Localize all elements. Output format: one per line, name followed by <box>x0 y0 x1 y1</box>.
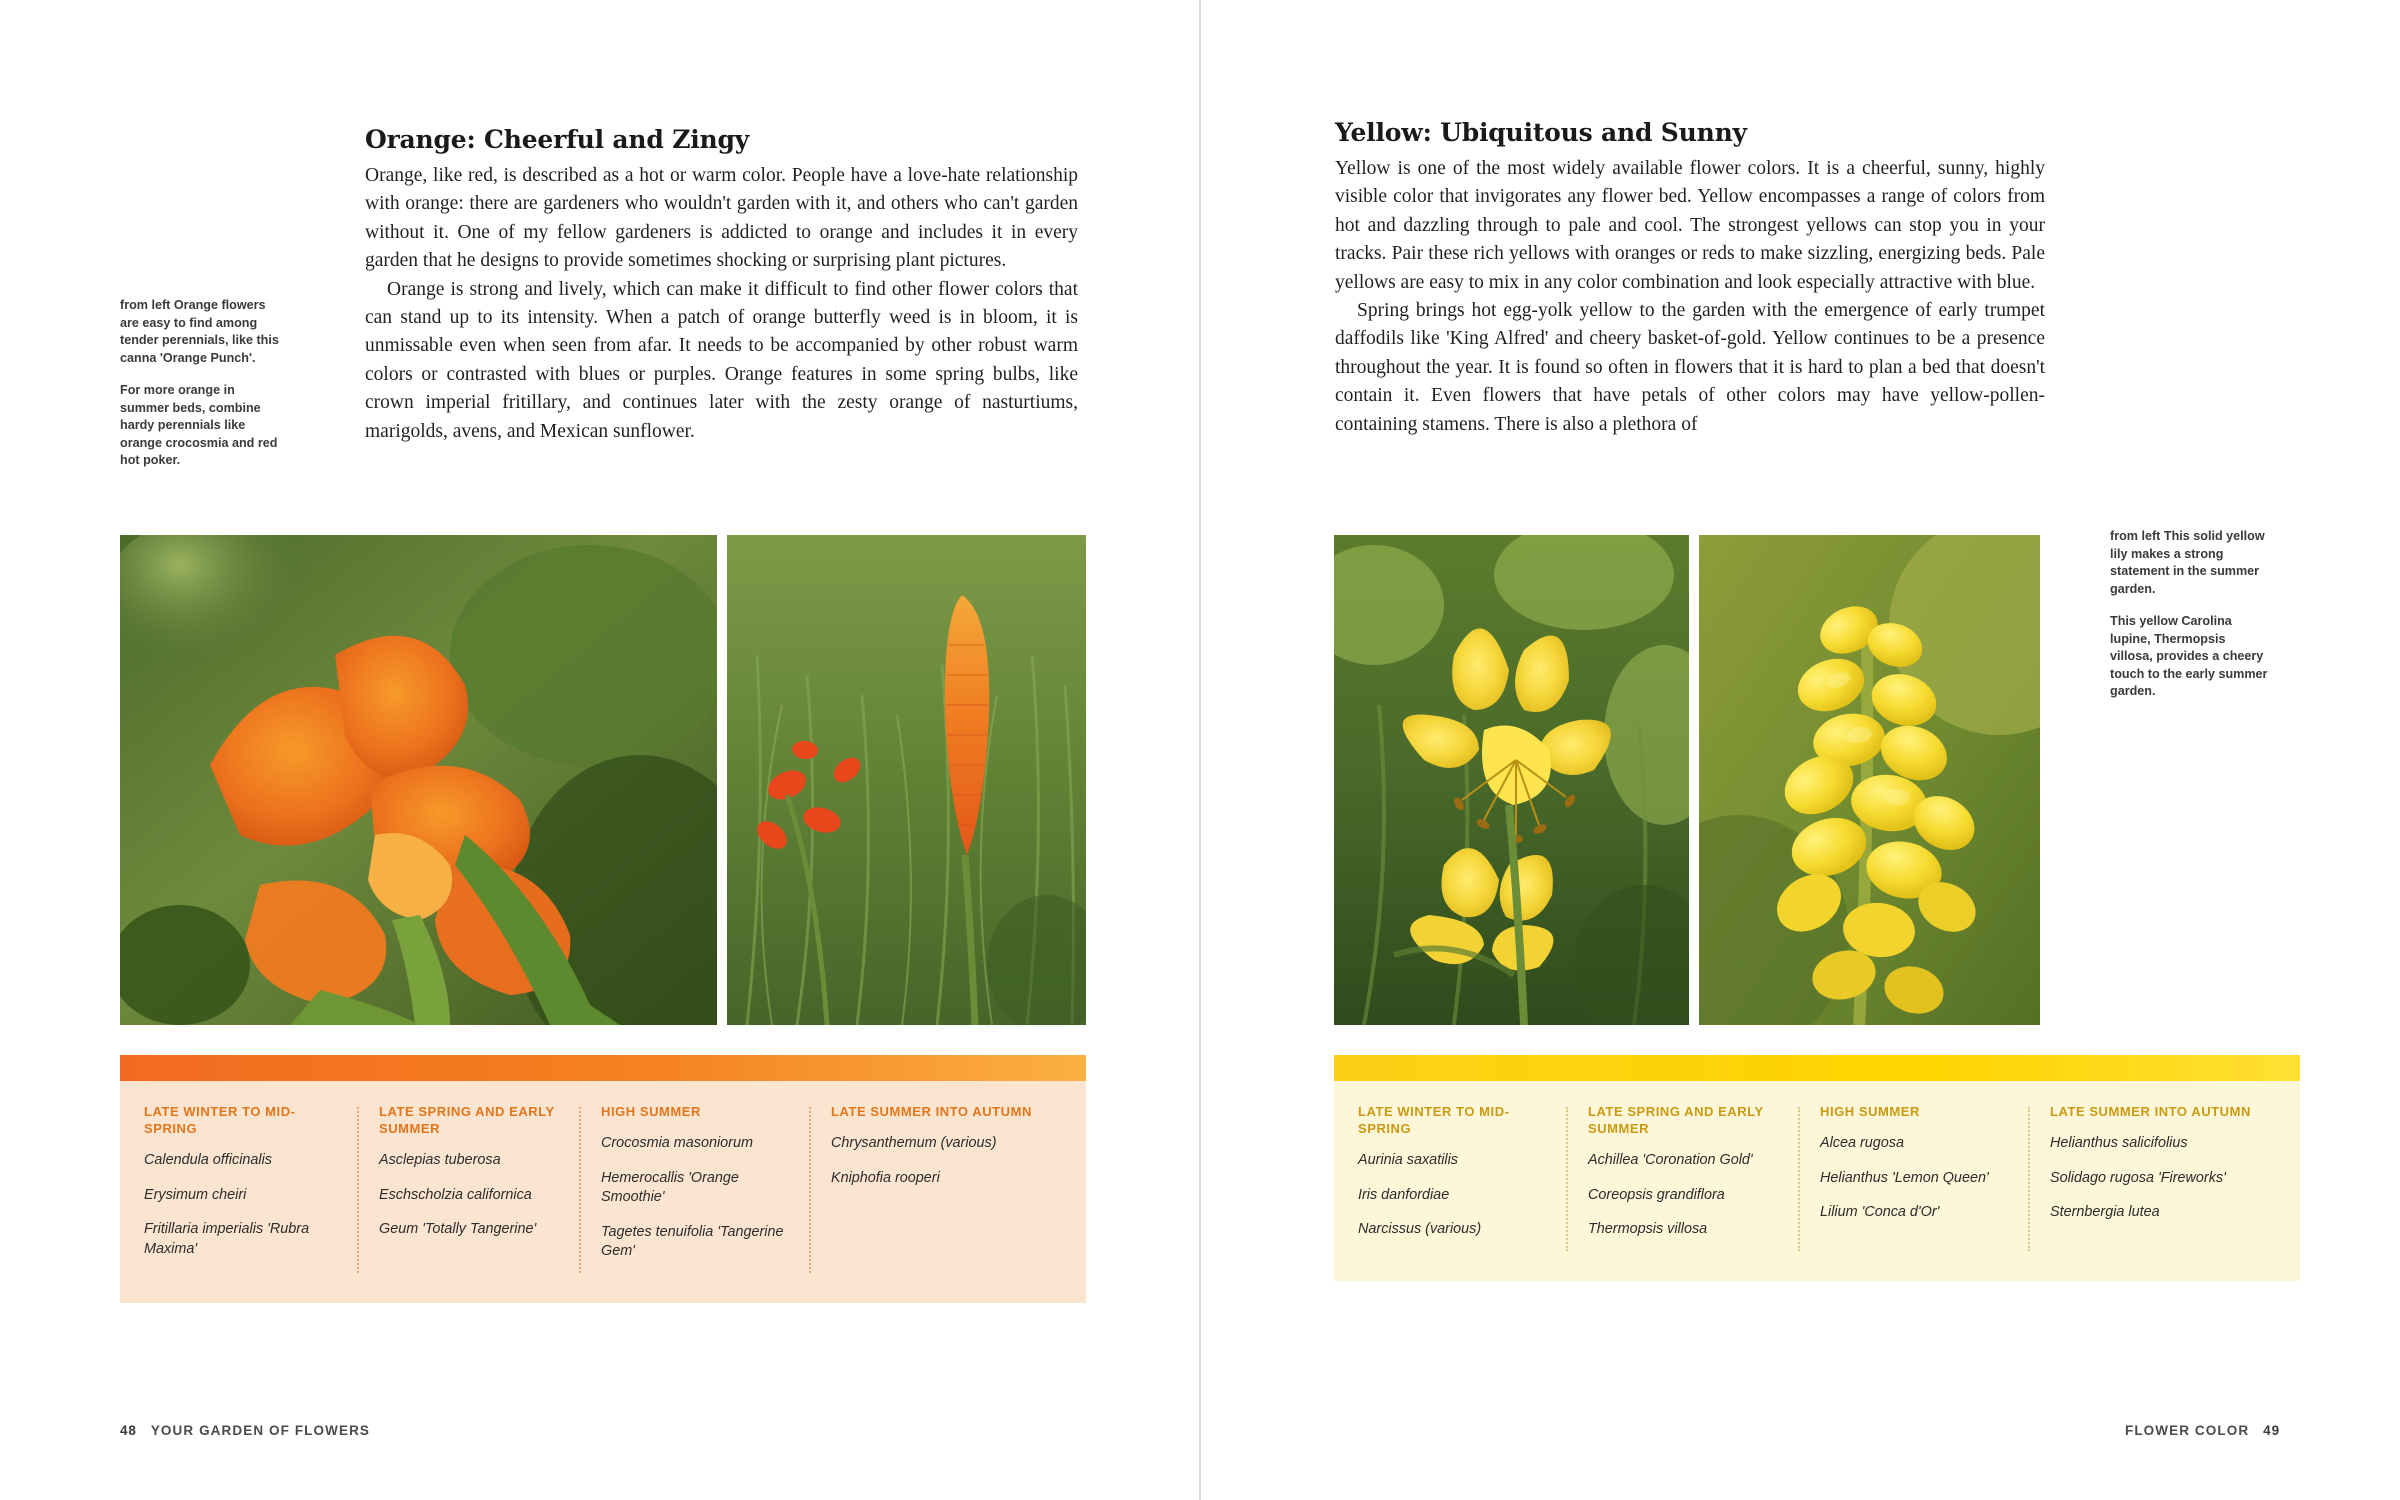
left-season-panel <box>120 1055 1086 1303</box>
right-paragraph-1: Yellow is one of the most widely available flower colors. It is a cheerful, sunny, highly visible color that invigorates any flower bed. Yellow encompasses a range of colors from hot and dazzling through to pale and cool. The strongest yellows can stop you in your tracks. Pair these rich yellows with oranges or reds to make sizzling, energizing beds. Pale yellows are easy to mix in any color combination and look especially attractive with blue. <box>1335 158 2045 293</box>
left-page-title: Orange: Cheerful and Zingy <box>365 125 750 154</box>
right-season-title-2: LATE SPRING AND EARLY SUMMER <box>1588 1104 1764 1136</box>
right-plant-list-2 <box>1588 1151 1776 1240</box>
thermopsis-villosa-photo <box>1699 535 2040 1025</box>
list-item: Lilium 'Conca d'Or' <box>1820 1204 1940 1221</box>
crocosmia-red-hot-poker-photo <box>727 535 1086 1025</box>
right-season-column-3 <box>1796 1103 2026 1255</box>
list-item: Chrysanthemum (various) <box>831 1135 997 1151</box>
right-season-title-1: LATE WINTER TO MID-SPRING <box>1358 1104 1510 1136</box>
list-item: Kniphofia rooperi <box>831 1169 940 1186</box>
left-season-column-4 <box>807 1103 1062 1277</box>
list-item: Helianthus 'Lemon Queen' <box>1820 1169 1989 1186</box>
left-season-title-3: HIGH SUMMER <box>601 1104 701 1119</box>
list-item: Geum 'Totally Tangerine' <box>379 1221 537 1238</box>
list-item: Tagetes tenuifolia 'Tangerine Gem' <box>601 1223 784 1260</box>
list-item: Fritillaria imperialis 'Rubra Maxima' <box>144 1221 310 1257</box>
right-season-column-2 <box>1564 1103 1796 1255</box>
list-item: Helianthus salicifolius <box>2050 1135 2188 1151</box>
right-season-column-1 <box>1334 1103 1564 1255</box>
left-season-column-3 <box>577 1103 807 1277</box>
right-page-title: Yellow: Ubiquitous and Sunny <box>1335 118 1747 147</box>
left-panel-color-bar <box>120 1055 1086 1081</box>
right-page <box>1200 0 2400 1500</box>
left-caption-paragraph-1: from left Orange flowers are easy to find among tender perennials, like this canna 'Orange Punch'. <box>120 298 279 365</box>
right-folio <box>2125 1423 2280 1438</box>
right-plant-list-1 <box>1358 1151 1544 1240</box>
canna-orange-punch-photo <box>120 535 717 1025</box>
list-item: Alcea rugosa <box>1820 1135 1904 1151</box>
left-season-column-2 <box>355 1103 577 1277</box>
left-running-head: YOUR GARDEN OF FLOWERS <box>150 1423 371 1438</box>
left-season-title-2: LATE SPRING AND EARLY SUMMER <box>379 1104 555 1136</box>
left-folio <box>120 1423 370 1438</box>
right-season-title-3: HIGH SUMMER <box>1820 1104 1920 1119</box>
right-season-title-4: LATE SUMMER INTO AUTUMN <box>2050 1104 2251 1119</box>
list-item: Hemerocallis 'Orange Smoothie' <box>601 1169 739 1206</box>
left-margin-caption <box>120 297 285 485</box>
list-item: Solidago rugosa 'Fireworks' <box>2050 1169 2226 1186</box>
right-plant-list-3 <box>1820 1134 2006 1223</box>
left-plant-list-4 <box>831 1134 1042 1188</box>
right-season-panel <box>1334 1055 2300 1281</box>
left-season-title-4: LATE SUMMER INTO AUTUMN <box>831 1104 1032 1119</box>
right-caption-paragraph-1: from left This solid yellow lily makes a strong statement in the summer garden. <box>2110 529 2265 596</box>
right-panel-columns <box>1334 1081 2300 1281</box>
left-plant-list-2 <box>379 1151 557 1240</box>
list-item: Crocosmia masoniorum <box>601 1135 753 1151</box>
right-running-head: FLOWER COLOR <box>2124 1423 2250 1438</box>
list-item: Asclepias tuberosa <box>379 1152 501 1168</box>
right-caption-paragraph-2: This yellow Carolina lupine, Thermopsis villosa, provides a cheery touch to the early summer garden. <box>2110 614 2268 698</box>
left-paragraph-1: Orange, like red, is described as a hot or warm color. People have a love-hate relationship with orange: there are gardeners who wouldn't garden with it, and others who can't garden without it. One of my fellow gardeners is addicted to orange and includes it in every garden that he designs to provide sometimes shocking or surprising plant pictures. <box>365 165 1078 272</box>
right-plant-list-4 <box>2050 1134 2256 1223</box>
list-item: Narcissus (various) <box>1358 1221 1482 1238</box>
right-season-column-4 <box>2026 1103 2276 1255</box>
left-body-column <box>365 125 1078 446</box>
right-body-column <box>1335 118 2045 439</box>
list-item: Eschscholzia californica <box>379 1186 532 1203</box>
left-panel-columns <box>120 1081 1086 1303</box>
list-item: Iris danfordiae <box>1358 1186 1450 1203</box>
left-photo-row <box>120 535 1086 1025</box>
yellow-lily-photo <box>1334 535 1689 1025</box>
right-page-number: 49 <box>2263 1423 2280 1438</box>
list-item: Coreopsis grandiflora <box>1588 1186 1725 1203</box>
left-season-title-1: LATE WINTER TO MID-SPRING <box>144 1104 296 1136</box>
left-caption-paragraph-2: For more orange in summer beds, combine hardy perennials like orange crocosmia and red hot poker. <box>120 383 278 467</box>
left-paragraph-2: Orange is strong and lively, which can make it difficult to find other flower colors that can stand up to its intensity. When a patch of orange butterfly weed is in bloom, it is unmissable even when seen from afar. It needs to be accompanied by other robust warm colors or contrasted with blues or purples. Orange features in some spring bulbs, like crown imperial fritillary, and continues later with the zesty orange of nasturtiums, marigolds, avens, and Mexican sunflower. <box>365 278 1078 442</box>
spread-gutter-divider <box>1199 0 1201 1500</box>
list-item: Calendula officinalis <box>144 1152 272 1168</box>
left-plant-list-3 <box>601 1134 787 1262</box>
list-item: Thermopsis villosa <box>1588 1221 1708 1238</box>
list-item: Erysimum cheiri <box>144 1186 247 1203</box>
left-plant-list-1 <box>144 1151 335 1259</box>
left-page-number: 48 <box>120 1423 137 1438</box>
right-paragraph-2: Spring brings hot egg-yolk yellow to the garden with the emergence of early trumpet daffodils like 'King Alfred' and cheery basket-of-gold. Yellow continues to be a presence throughout the year. It is found so often in flowers that it is hard to plan a bed that doesn't contain it. Even flowers that have petals of other colors may have yellow-pollen-containing stamens. There is also a plethora of <box>1335 300 2045 435</box>
right-panel-color-bar <box>1334 1055 2300 1081</box>
list-item: Achillea 'Coronation Gold' <box>1588 1152 1753 1168</box>
list-item: Sternbergia lutea <box>2050 1204 2160 1221</box>
right-photo-row <box>1334 535 2237 1025</box>
left-season-column-1 <box>120 1103 355 1277</box>
list-item: Aurinia saxatilis <box>1358 1152 1458 1168</box>
